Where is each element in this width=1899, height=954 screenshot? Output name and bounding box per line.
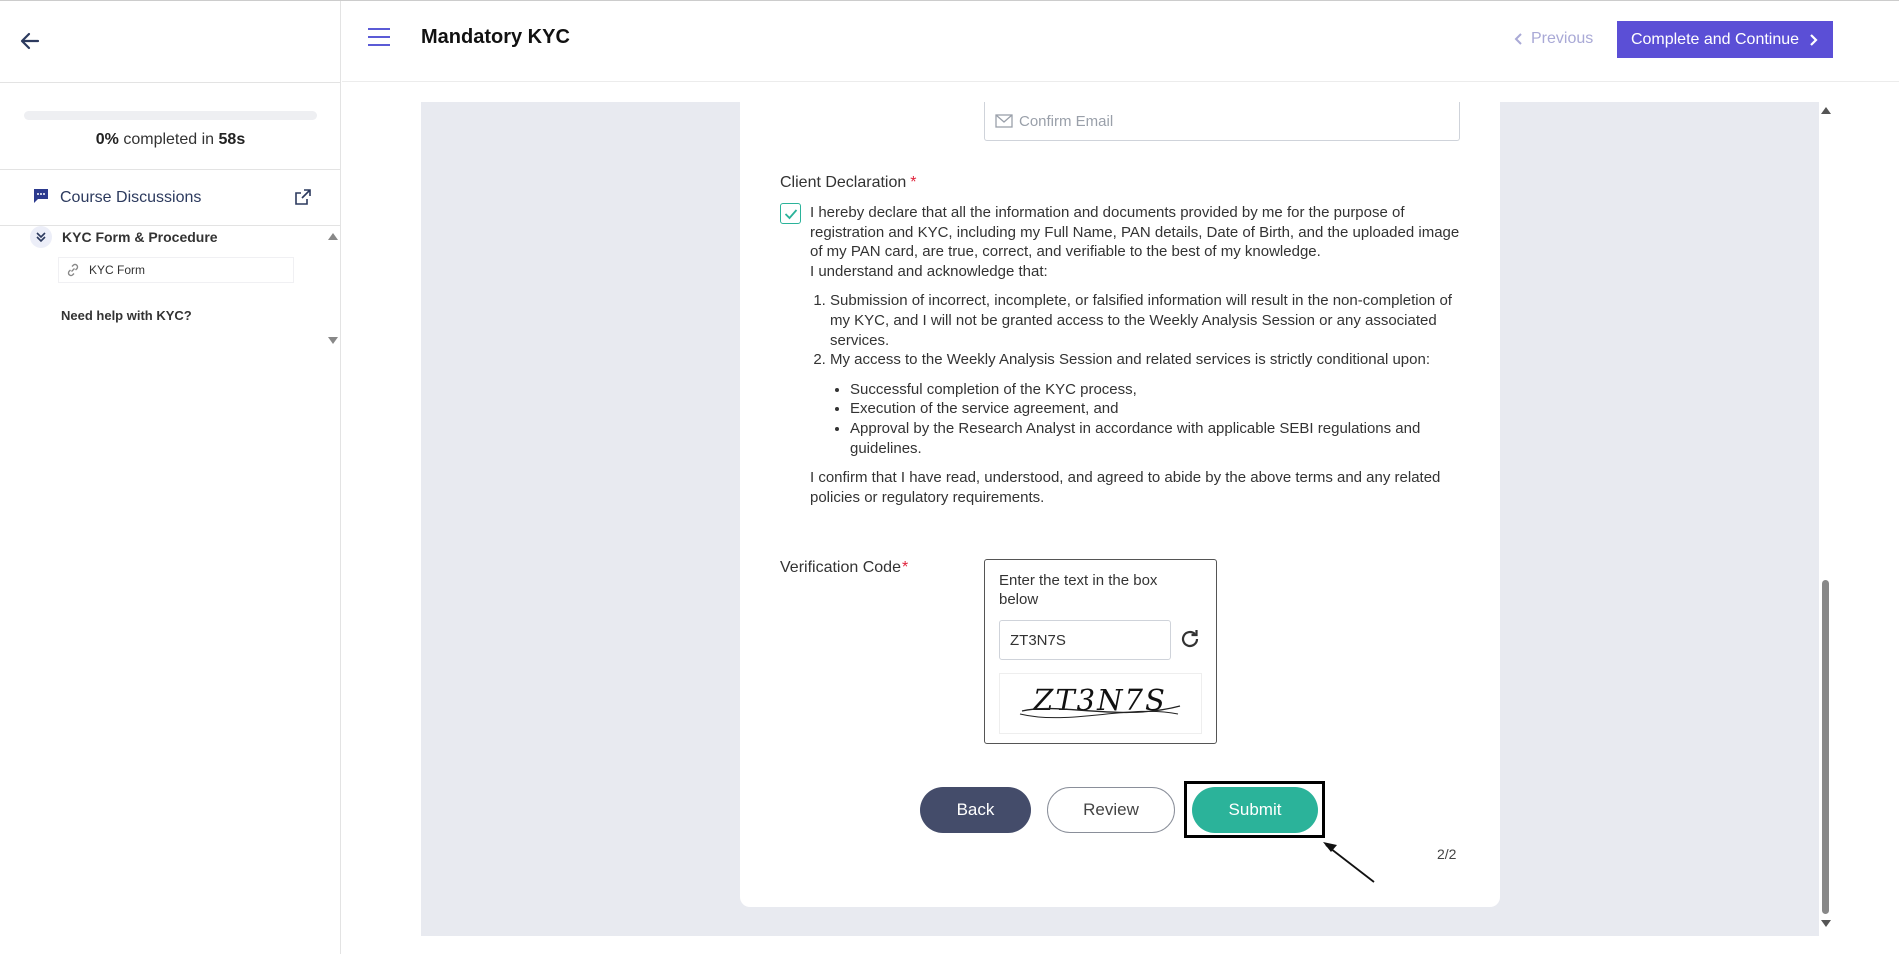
- help-heading: Need help with KYC?: [61, 308, 192, 323]
- declaration-subpoints: [830, 380, 1460, 458]
- confirm-email-field[interactable]: [984, 102, 1460, 141]
- sidebar-divider: [0, 169, 341, 170]
- declaration-text: [810, 203, 1460, 507]
- declaration-point: [830, 350, 1460, 458]
- required-mark: *: [901, 559, 909, 576]
- captcha-hint: Enter the text in the box below: [999, 572, 1158, 608]
- complete-continue-label: Complete and Continue: [1630, 30, 1800, 48]
- progress-time: 58s: [218, 131, 246, 148]
- course-discussions-link[interactable]: [32, 186, 312, 210]
- submit-button[interactable]: Submit: [1192, 787, 1318, 833]
- captcha-image-text: ZT3N7S: [1033, 683, 1167, 717]
- scroll-up-arrow[interactable]: [1821, 107, 1831, 114]
- back-button[interactable]: Back: [920, 787, 1031, 833]
- top-header: [342, 1, 1899, 82]
- verification-code-text: Verification Code: [780, 559, 901, 576]
- chevron-right-icon: [1809, 33, 1819, 47]
- scroll-thumb[interactable]: [1822, 580, 1829, 914]
- sidebar-divider: [0, 82, 341, 83]
- checkmark-icon: [784, 208, 798, 220]
- previous-label: Previous: [1531, 30, 1594, 47]
- confirm-email-placeholder: Confirm Email: [1019, 112, 1114, 130]
- declaration-checkbox[interactable]: [780, 203, 801, 224]
- declaration-intro: I hereby declare that all the information and documents provided by me for the purpose of registration and KYC, including my Full Name, PAN details, Date of Birth, and the uploaded image of my PAN card, are true, correct, and verifiable to the best of my knowledge.: [810, 204, 1460, 261]
- pointer-arrow-annotation: [1320, 839, 1376, 885]
- declaration-subpoint: • Approval by the Research Analyst in accordance with applicable SEBI regulations and guidelines.: [850, 419, 1460, 458]
- progress-percent: 0%: [95, 131, 119, 148]
- hamburger-menu-icon[interactable]: [368, 28, 390, 46]
- link-icon: [65, 262, 81, 278]
- back-arrow-icon[interactable]: [18, 29, 42, 53]
- course-sidebar: [0, 1, 341, 954]
- section-title: KYC Form & Procedure: [62, 229, 218, 245]
- page-title: Mandatory KYC: [421, 26, 570, 48]
- double-chevron-down-icon[interactable]: [30, 226, 52, 248]
- sidebar-scroll-down-arrow[interactable]: [328, 337, 338, 344]
- verification-code-label: [780, 559, 908, 577]
- declaration-points: [810, 291, 1460, 458]
- chat-icon: [32, 187, 50, 210]
- captcha-input[interactable]: [999, 620, 1171, 660]
- progress-text: [0, 131, 341, 149]
- main-scrollbar[interactable]: [1819, 102, 1833, 936]
- declaration-ack: I understand and acknowledge that:: [810, 262, 1048, 280]
- captcha-box: [984, 559, 1217, 744]
- complete-and-continue-button[interactable]: [1617, 21, 1833, 58]
- previous-button[interactable]: [1513, 23, 1593, 55]
- client-declaration-label: [780, 174, 917, 192]
- sidebar-scroll-up-arrow[interactable]: [328, 233, 338, 240]
- chevron-left-icon: [1513, 32, 1523, 46]
- required-mark: *: [910, 174, 917, 191]
- declaration-subpoint: • Execution of the service agreement, and: [850, 399, 1460, 419]
- refresh-icon[interactable]: [1179, 628, 1201, 650]
- declaration-confirm: I confirm that I have read, understood, and agreed to abide by the above terms and any related policies or regulatory requirements.: [810, 469, 1441, 506]
- course-discussions-label: Course Discussions: [60, 189, 202, 206]
- external-link-icon[interactable]: [294, 188, 312, 211]
- scroll-down-arrow[interactable]: [1821, 920, 1831, 927]
- lesson-label: KYC Form: [89, 263, 146, 277]
- review-button[interactable]: Review: [1047, 787, 1175, 833]
- captcha-image: [999, 673, 1202, 734]
- declaration-point-text: My access to the Weekly Analysis Session and related services is strictly conditional upon:: [830, 351, 1430, 369]
- mail-icon: [995, 114, 1013, 128]
- progress-bar: [24, 111, 317, 120]
- declaration-point: 1. Submission of incorrect, incomplete, or falsified information will result in the non-completion of my KYC, and I will not be granted access to the Weekly Analysis Session or any associated services.: [830, 291, 1460, 350]
- progress-middle: completed in: [118, 131, 219, 148]
- page-count: 2/2: [1437, 846, 1457, 862]
- section-kyc-form-procedure[interactable]: [30, 226, 330, 248]
- lesson-item-kyc-form[interactable]: [58, 257, 294, 283]
- client-declaration-text: Client Declaration: [780, 174, 907, 191]
- declaration-subpoint: • Successful completion of the KYC process,: [850, 380, 1460, 400]
